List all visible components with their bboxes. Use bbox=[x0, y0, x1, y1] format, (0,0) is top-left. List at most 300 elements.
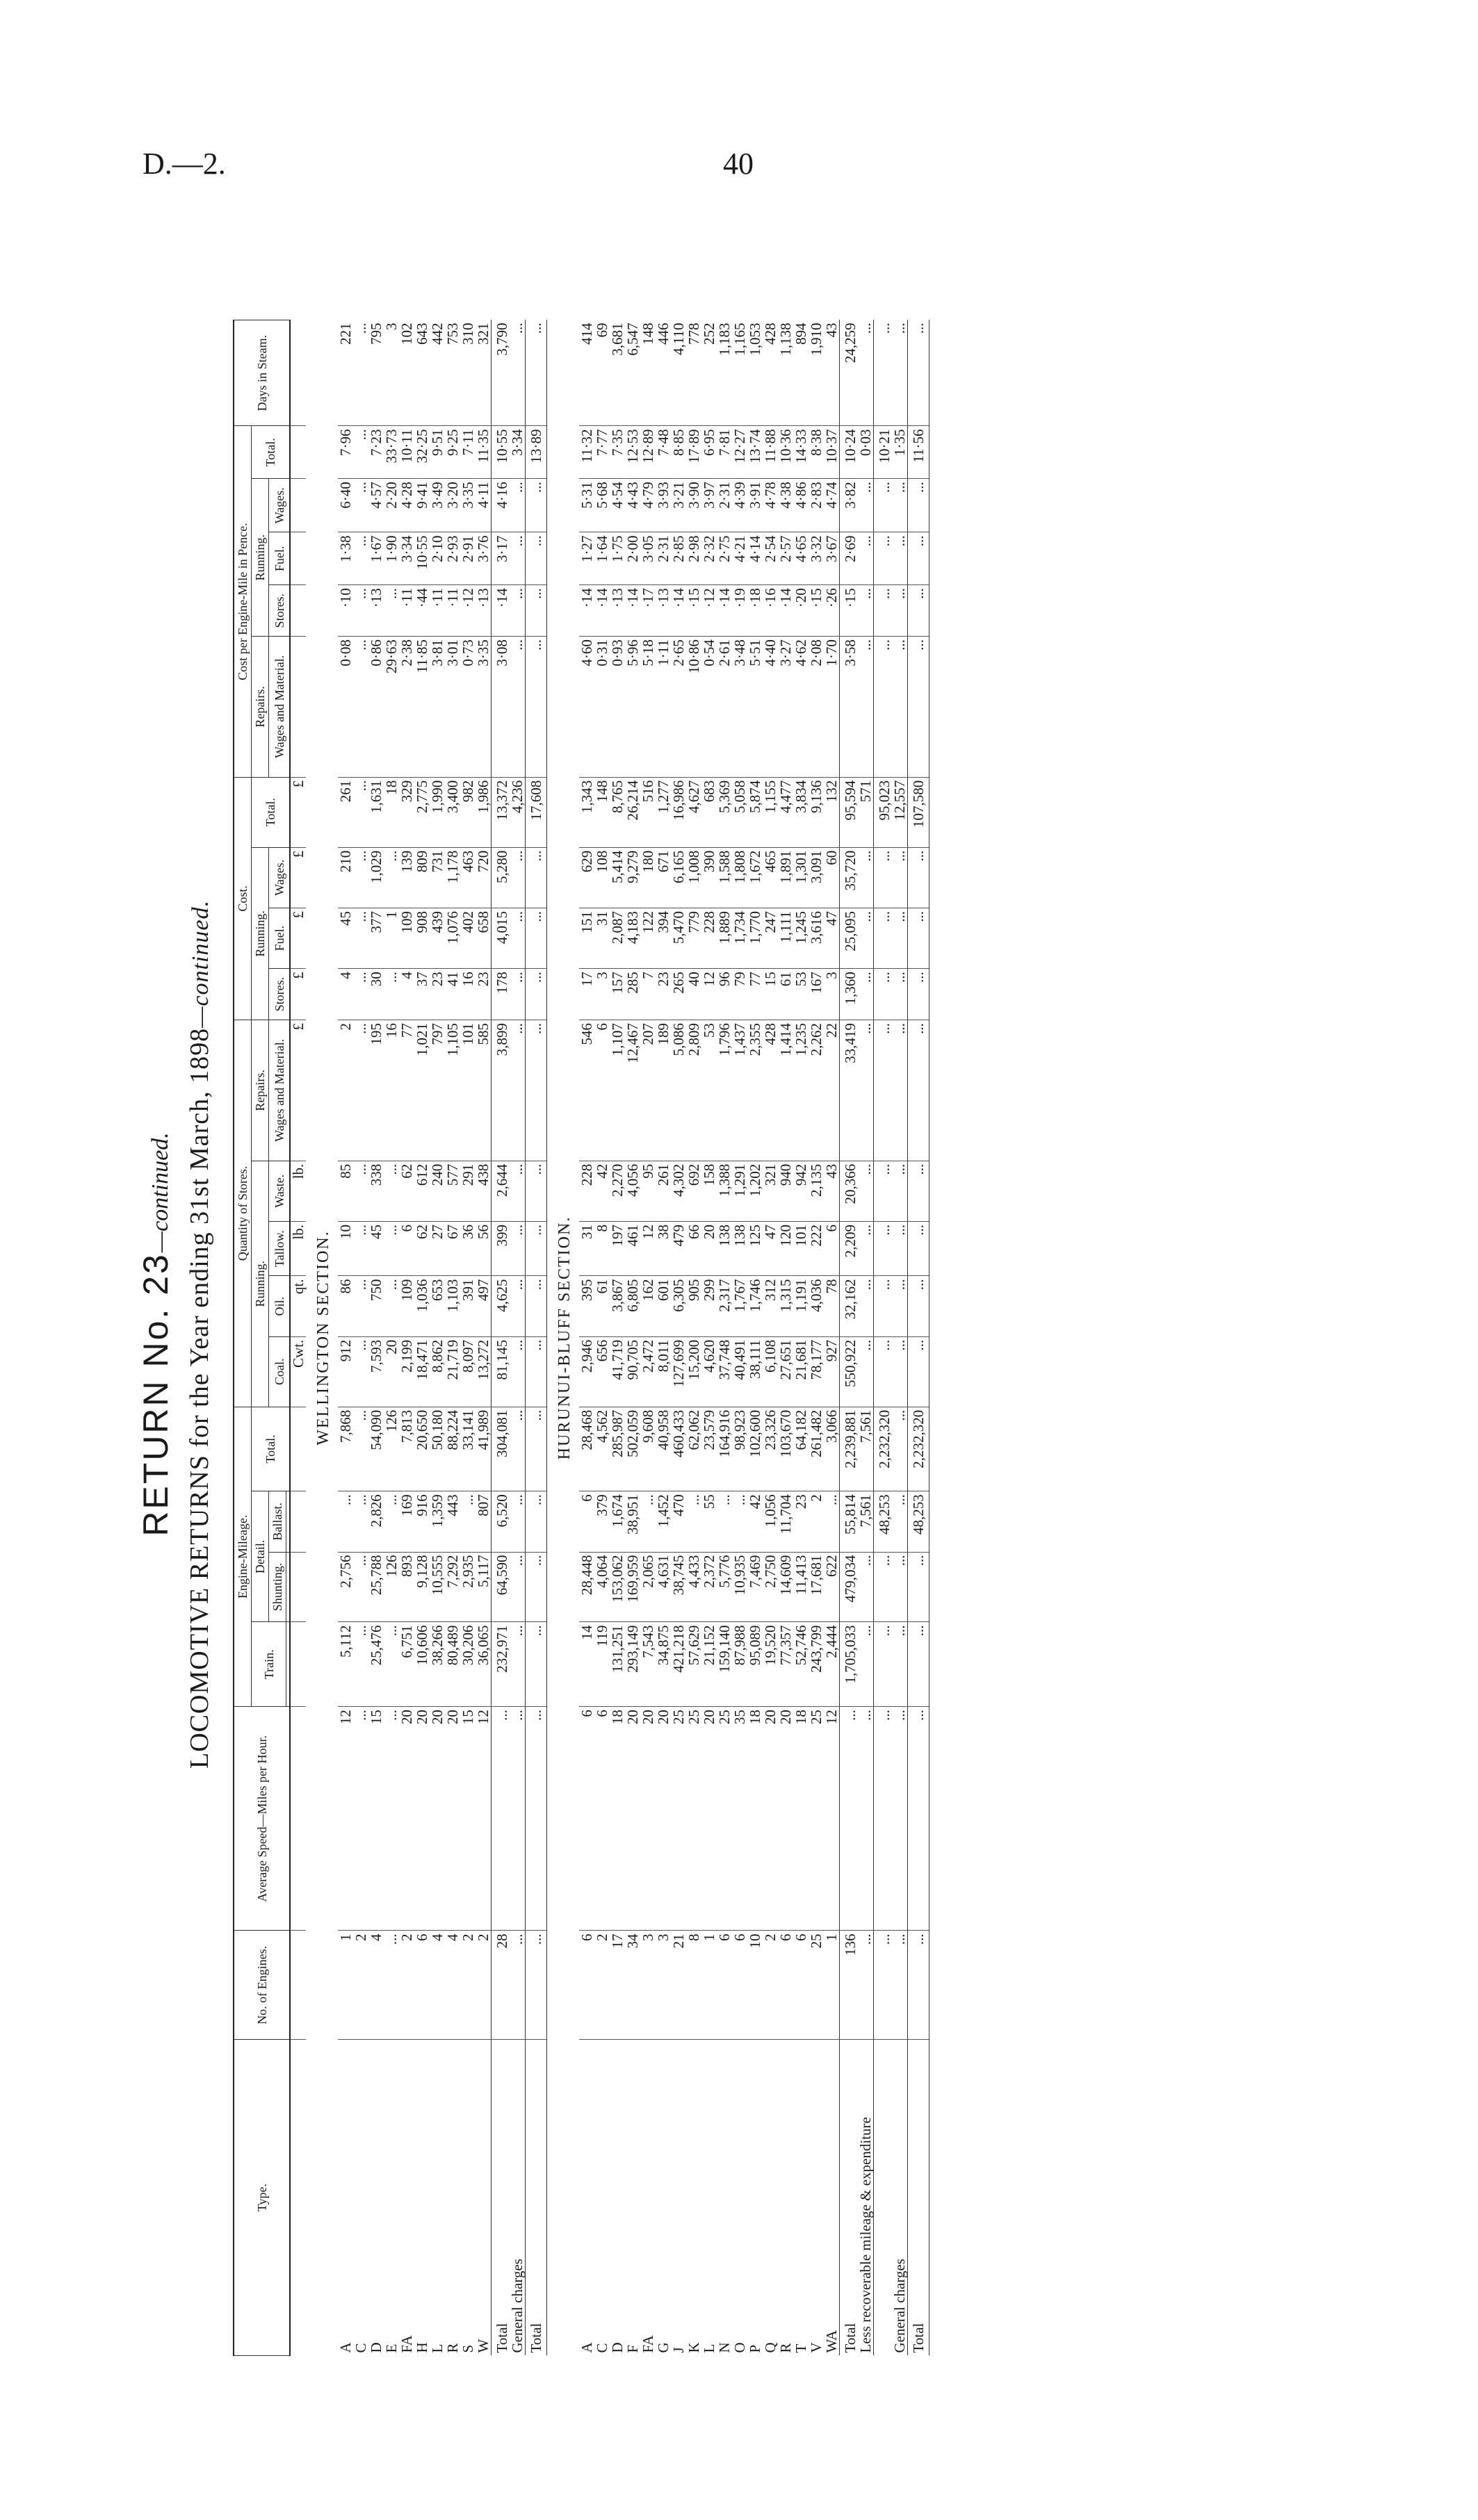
table-cell: 1,202 bbox=[747, 1161, 763, 1221]
table-cell: ·14 bbox=[625, 585, 640, 637]
table-cell: 18 bbox=[747, 1707, 763, 1931]
table-cell: FA bbox=[398, 2335, 415, 2353]
table-cell: ... bbox=[874, 585, 893, 637]
table-cell: ... bbox=[892, 320, 908, 426]
table-cell: 127,699 bbox=[671, 1336, 686, 1407]
table-cell: 6 bbox=[594, 1020, 610, 1161]
table-row bbox=[778, 320, 793, 2356]
table-cell: 18,471 bbox=[414, 1336, 430, 1407]
table-row bbox=[460, 320, 476, 2356]
table-cell: 1,235 bbox=[793, 1020, 809, 1161]
table-cell: 982 bbox=[460, 777, 476, 847]
table-cell: 11·56 bbox=[908, 426, 929, 479]
table-cell: 10·11 bbox=[399, 426, 414, 479]
table-cell: 56 bbox=[476, 1221, 492, 1276]
table-cell: 222 bbox=[809, 1221, 824, 1276]
table-cell: 10·55 bbox=[414, 532, 430, 585]
table-cell: 1,990 bbox=[430, 777, 445, 847]
table-cell: 55,814 bbox=[840, 1491, 859, 1552]
table-cell: 1,767 bbox=[732, 1276, 747, 1336]
table-cell: ... bbox=[510, 479, 526, 532]
table-cell: 2 bbox=[476, 1931, 492, 2040]
table-cell: 10·55 bbox=[492, 426, 510, 479]
table-cell: 3,681 bbox=[610, 320, 625, 426]
table-cell: 47 bbox=[824, 908, 840, 968]
table-cell: 2,826 bbox=[368, 1491, 384, 1552]
table-cell: 195 bbox=[368, 1020, 384, 1161]
table-cell: 321 bbox=[763, 1161, 778, 1221]
table-cell: 2·31 bbox=[656, 532, 671, 585]
table-cell: 1,183 bbox=[717, 320, 732, 426]
table-cell: ... bbox=[874, 479, 893, 532]
table-cell: ·13 bbox=[610, 585, 625, 637]
table-cell: ... bbox=[353, 1221, 368, 1276]
table-cell: 1,891 bbox=[778, 847, 793, 908]
table-cell: 0·86 bbox=[368, 637, 384, 778]
table-cell: 0·54 bbox=[701, 637, 717, 778]
table-cell: ... bbox=[510, 1336, 526, 1407]
table-cell: 3·97 bbox=[701, 479, 717, 532]
table-cell: 81,145 bbox=[492, 1336, 510, 1407]
table-cell: 5,117 bbox=[476, 1552, 492, 1622]
table-cell: 1,056 bbox=[763, 1491, 778, 1552]
col-stores-running: Running. bbox=[252, 1161, 269, 1407]
table-cell: ... bbox=[858, 1020, 874, 1161]
table-cell: ... bbox=[510, 1407, 526, 1491]
table-cell: ... bbox=[892, 637, 908, 778]
table-cell: 4,015 bbox=[492, 908, 510, 968]
table-cell: 2,809 bbox=[686, 1020, 701, 1161]
table-cell: ... bbox=[353, 1622, 368, 1707]
table-cell: ... bbox=[640, 1491, 656, 1552]
table-cell: 1,910 bbox=[809, 320, 824, 426]
table-row bbox=[594, 320, 610, 2356]
section-total-row bbox=[492, 320, 510, 2356]
table-cell: ... bbox=[892, 908, 908, 968]
table-cell: 2 bbox=[594, 1931, 610, 2040]
table-cell: ... bbox=[717, 1491, 732, 1552]
table-cell: 96 bbox=[717, 969, 732, 1020]
table-cell: 894 bbox=[793, 320, 809, 426]
table-cell: 3·34 bbox=[510, 426, 526, 479]
table-cell: 1,138 bbox=[778, 320, 793, 426]
table-cell: 446 bbox=[656, 320, 671, 426]
col-speed: Average Speed—Miles per Hour. bbox=[234, 1707, 290, 1931]
table-cell: 1,053 bbox=[747, 320, 763, 426]
table-cell: 88,224 bbox=[445, 1407, 460, 1491]
section-heading-row bbox=[306, 320, 338, 2356]
table-cell: 6 bbox=[579, 1931, 594, 2040]
table-cell: 109 bbox=[399, 1276, 414, 1336]
table-cell: 9,136 bbox=[809, 777, 824, 847]
table-cell: 577 bbox=[445, 1161, 460, 1221]
table-cell: ... bbox=[460, 1491, 476, 1552]
table-cell: 25 bbox=[686, 1707, 701, 1931]
table-cell: 1,021 bbox=[414, 1020, 430, 1161]
col-cost-running: Running. bbox=[252, 847, 269, 1020]
table-cell: 912 bbox=[338, 1336, 353, 1407]
table-cell: 692 bbox=[686, 1161, 701, 1221]
table-cell: 3,867 bbox=[610, 1276, 625, 1336]
table-row bbox=[701, 320, 717, 2356]
table-cell: ... bbox=[353, 969, 368, 1020]
table-row bbox=[763, 320, 778, 2356]
table-cell: ... bbox=[840, 1707, 859, 1931]
table-cell: 9,608 bbox=[640, 1407, 656, 1491]
table-cell: 643 bbox=[414, 320, 430, 426]
table-cell: 3·82 bbox=[840, 479, 859, 532]
table-row bbox=[747, 320, 763, 2356]
table-cell: ... bbox=[892, 847, 908, 908]
table-cell: 29·63 bbox=[384, 637, 399, 778]
table-cell: 321 bbox=[476, 320, 492, 426]
table-cell: 428 bbox=[763, 320, 778, 426]
table-cell: 61 bbox=[778, 969, 793, 1020]
table-cell: 6,751 bbox=[399, 1622, 414, 1707]
table-cell: 120 bbox=[778, 1221, 793, 1276]
table-cell: 7·48 bbox=[656, 426, 671, 479]
col-cost-fuel: Fuel. bbox=[269, 908, 291, 968]
table-cell: 125 bbox=[747, 1221, 763, 1276]
table-cell: ... bbox=[858, 1276, 874, 1336]
table-cell: 379 bbox=[594, 1491, 610, 1552]
table-cell: ... bbox=[510, 320, 526, 426]
table-cell: 2·98 bbox=[686, 532, 701, 585]
table-cell: 6 bbox=[594, 1707, 610, 1931]
table-cell: 502,059 bbox=[625, 1407, 640, 1491]
table-cell: 4,302 bbox=[671, 1161, 686, 1221]
table-cell: 4·65 bbox=[793, 532, 809, 585]
table-cell: 7,292 bbox=[445, 1552, 460, 1622]
table-cell: 8,011 bbox=[656, 1336, 671, 1407]
table-cell: ... bbox=[858, 969, 874, 1020]
table-cell: 8 bbox=[686, 1931, 701, 2040]
table-cell: ... bbox=[858, 532, 874, 585]
table-cell: 25,095 bbox=[840, 908, 859, 968]
table-cell: 77 bbox=[747, 969, 763, 1020]
table-cell: 720 bbox=[476, 847, 492, 908]
table-cell: 15 bbox=[460, 1707, 476, 1931]
table-cell: ... bbox=[353, 637, 368, 778]
table-cell: 31 bbox=[594, 908, 610, 968]
table-cell: 21,152 bbox=[701, 1622, 717, 1707]
table-cell: 442 bbox=[430, 320, 445, 426]
table-row bbox=[368, 320, 384, 2356]
table-cell: 20 bbox=[625, 1707, 640, 1931]
table-cell: 95,594 bbox=[840, 777, 859, 847]
table-cell: ... bbox=[526, 1707, 547, 1931]
table-row bbox=[809, 320, 824, 2356]
table-cell: 312 bbox=[763, 1276, 778, 1336]
table-cell: 159,140 bbox=[717, 1622, 732, 1707]
table-cell: 119 bbox=[594, 1622, 610, 1707]
table-cell: 7·96 bbox=[338, 426, 353, 479]
locomotive-returns-table bbox=[233, 320, 929, 2356]
table-cell: 4,627 bbox=[686, 777, 701, 847]
table-cell: 2·65 bbox=[671, 637, 686, 778]
col-group-mileage: Engine-Mileage. bbox=[234, 1407, 252, 1706]
page-number: 40 bbox=[723, 147, 754, 181]
table-cell: 3 bbox=[594, 969, 610, 1020]
table-cell: 1 bbox=[384, 908, 399, 968]
table-cell: 4·62 bbox=[793, 637, 809, 778]
table-cell: 53 bbox=[793, 969, 809, 1020]
table-cell: 546 bbox=[579, 1020, 594, 1161]
table-cell: ... bbox=[892, 1491, 908, 1552]
table-cell: 228 bbox=[701, 908, 717, 968]
table-cell: ... bbox=[353, 426, 368, 479]
table-row bbox=[353, 320, 368, 2356]
table-cell: 34 bbox=[625, 1931, 640, 2040]
table-cell: 30,206 bbox=[460, 1622, 476, 1707]
table-cell: L bbox=[701, 2343, 717, 2353]
table-cell: 18 bbox=[793, 1707, 809, 1931]
table-cell: 14·33 bbox=[793, 426, 809, 479]
table-cell: ·18 bbox=[747, 585, 763, 637]
table-cell: 8,765 bbox=[610, 777, 625, 847]
rotated-return-sheet bbox=[115, 292, 1366, 2377]
table-cell: 285,987 bbox=[610, 1407, 625, 1491]
table-cell: 1,029 bbox=[368, 847, 384, 908]
table-cell: ·11 bbox=[399, 585, 414, 637]
table-cell: Q bbox=[762, 2342, 779, 2353]
table-cell: 52,746 bbox=[793, 1622, 809, 1707]
table-cell: 62 bbox=[414, 1221, 430, 1276]
table-cell: 4·40 bbox=[763, 637, 778, 778]
table-cell: 658 bbox=[476, 908, 492, 968]
table-cell: ... bbox=[874, 847, 893, 908]
table-cell: 37,748 bbox=[717, 1336, 732, 1407]
table-cell: 95 bbox=[640, 1161, 656, 1221]
table-cell: 1,808 bbox=[732, 847, 747, 908]
table-cell: ·19 bbox=[732, 585, 747, 637]
table-cell: 16 bbox=[460, 969, 476, 1020]
table-cell: 6 bbox=[778, 1931, 793, 2040]
table-cell: 132 bbox=[824, 777, 840, 847]
table-cell: 11·32 bbox=[579, 426, 594, 479]
table-cell: 2·91 bbox=[460, 532, 476, 585]
table-cell: 55 bbox=[701, 1491, 717, 1552]
table-cell: 942 bbox=[793, 1161, 809, 1221]
table-cell: 2,199 bbox=[399, 1336, 414, 1407]
table-cell: 2·61 bbox=[717, 637, 732, 778]
table-cell: 5,369 bbox=[717, 777, 732, 847]
unit-waste: lb. bbox=[290, 1161, 306, 1221]
table-cell: 20 bbox=[384, 1336, 399, 1407]
table-cell: 1,631 bbox=[368, 777, 384, 847]
col-train: Train. bbox=[252, 1622, 286, 1707]
table-cell: 2,135 bbox=[809, 1161, 824, 1221]
table-cell: ·17 bbox=[640, 585, 656, 637]
table-cell: 11·35 bbox=[476, 426, 492, 479]
units-row bbox=[290, 320, 306, 2356]
table-row bbox=[732, 320, 747, 2356]
table-cell: 1·75 bbox=[610, 532, 625, 585]
table-cell: 12 bbox=[338, 1707, 353, 1931]
table-cell: ... bbox=[510, 1161, 526, 1221]
table-cell: 1,277 bbox=[656, 777, 671, 847]
table-cell: 4,236 bbox=[510, 777, 526, 847]
table-cell: R bbox=[444, 2343, 461, 2353]
table-cell: 7·35 bbox=[610, 426, 625, 479]
col-coal: Coal. bbox=[269, 1336, 291, 1407]
table-cell: 40,491 bbox=[732, 1336, 747, 1407]
table-cell: 30 bbox=[368, 969, 384, 1020]
table-cell: 1·11 bbox=[656, 637, 671, 778]
table-row bbox=[579, 320, 594, 2356]
return-title-text: RETURN No. 23 bbox=[136, 1252, 175, 1537]
table-cell: 1,291 bbox=[732, 1161, 747, 1221]
table-cell: ... bbox=[353, 1407, 368, 1491]
table-cell: 304,081 bbox=[492, 1407, 510, 1491]
table-cell: 497 bbox=[476, 1276, 492, 1336]
table-cell: ... bbox=[908, 969, 929, 1020]
table-cell: 3·90 bbox=[686, 479, 701, 532]
table-cell: 20 bbox=[763, 1707, 778, 1931]
table-cell: 4,433 bbox=[686, 1552, 701, 1622]
table-cell: ... bbox=[874, 969, 893, 1020]
table-cell: 20,366 bbox=[840, 1161, 859, 1221]
table-cell: 4·79 bbox=[640, 479, 656, 532]
table-cell: ... bbox=[892, 1931, 908, 2040]
table-cell: 101 bbox=[793, 1221, 809, 1276]
table-cell: 5·31 bbox=[579, 479, 594, 532]
col-oil: Oil. bbox=[269, 1276, 291, 1336]
table-row bbox=[338, 320, 353, 2356]
return-title bbox=[136, 292, 176, 2377]
table-cell: 1,343 bbox=[579, 777, 594, 847]
table-cell: 28 bbox=[492, 1931, 510, 2040]
grand-total-row bbox=[526, 320, 547, 2356]
table-cell: ... bbox=[353, 479, 368, 532]
table-cell: ... bbox=[526, 847, 547, 908]
table-cell: 42 bbox=[594, 1161, 610, 1221]
table-cell: 2 bbox=[353, 1931, 368, 2040]
table-cell: ... bbox=[874, 908, 893, 968]
table-cell: 33·73 bbox=[384, 426, 399, 479]
table-cell: ... bbox=[908, 847, 929, 908]
unit-stores: £ bbox=[290, 969, 306, 1020]
table-cell: ·11 bbox=[430, 585, 445, 637]
table-row bbox=[476, 320, 492, 2356]
table-cell: 2,750 bbox=[763, 1552, 778, 1622]
table-cell: ... bbox=[874, 1707, 893, 1931]
table-cell: ... bbox=[353, 1491, 368, 1552]
table-cell: 265 bbox=[671, 969, 686, 1020]
table-cell: 62,062 bbox=[686, 1407, 701, 1491]
table-cell: 4 bbox=[368, 1931, 384, 2040]
table-cell: 3,899 bbox=[492, 1020, 510, 1161]
general-charges-row bbox=[892, 320, 908, 2356]
col-engines: No. of Engines. bbox=[234, 1931, 290, 2040]
table-cell: ... bbox=[908, 1707, 929, 1931]
table-cell: ... bbox=[874, 532, 893, 585]
table-cell: 22 bbox=[824, 1020, 840, 1161]
table-cell: 3·35 bbox=[460, 479, 476, 532]
table-cell: 7·77 bbox=[594, 426, 610, 479]
table-cell: 399 bbox=[492, 1221, 510, 1276]
table-cell: 7 bbox=[640, 969, 656, 1020]
table-cell: 23 bbox=[430, 969, 445, 1020]
table-cell: 12·27 bbox=[732, 426, 747, 479]
table-cell: ... bbox=[908, 1622, 929, 1707]
grand-total-row bbox=[908, 320, 929, 2356]
table-cell: ... bbox=[510, 1931, 526, 2040]
table-cell: 3·91 bbox=[747, 479, 763, 532]
table-cell: 1,111 bbox=[778, 908, 793, 968]
table-cell: 1,036 bbox=[414, 1276, 430, 1336]
table-cell: 4 bbox=[399, 969, 414, 1020]
table-cell: 8·85 bbox=[671, 426, 686, 479]
table-cell: 329 bbox=[399, 777, 414, 847]
table-cell: ... bbox=[526, 320, 547, 426]
table-cell: 43 bbox=[824, 1161, 840, 1221]
table-cell: 1,388 bbox=[717, 1161, 732, 1221]
table-cell: 148 bbox=[594, 777, 610, 847]
table-cell: 778 bbox=[686, 320, 701, 426]
table-cell: 24,259 bbox=[840, 320, 859, 426]
table-cell: Total bbox=[840, 2040, 859, 2356]
table-cell: ... bbox=[908, 908, 929, 968]
table-cell: 0·73 bbox=[460, 637, 476, 778]
table-cell: 38 bbox=[656, 1221, 671, 1276]
table-cell: 3·20 bbox=[445, 479, 460, 532]
table-cell: 107,580 bbox=[908, 777, 929, 847]
table-cell: 779 bbox=[686, 908, 701, 968]
table-cell: 14 bbox=[579, 1622, 594, 1707]
table-cell: 25 bbox=[717, 1707, 732, 1931]
general-charges-row bbox=[510, 320, 526, 2356]
table-cell: 395 bbox=[579, 1276, 594, 1336]
table-cell: ... bbox=[526, 1491, 547, 1552]
table-cell: 16,986 bbox=[671, 777, 686, 847]
table-cell: 3 bbox=[656, 1931, 671, 2040]
table-cell: ... bbox=[353, 1336, 368, 1407]
table-cell: 14,609 bbox=[778, 1552, 793, 1622]
table-cell: 38,266 bbox=[430, 1622, 445, 1707]
table-cell: ... bbox=[892, 1276, 908, 1336]
table-cell: 2,262 bbox=[809, 1020, 824, 1161]
table-body bbox=[290, 320, 929, 2356]
table-cell: ... bbox=[510, 1552, 526, 1622]
table-cell: 45 bbox=[368, 1221, 384, 1276]
table-cell: A bbox=[578, 2342, 595, 2353]
table-cell: 1,165 bbox=[732, 320, 747, 426]
col-ballast: Ballast. bbox=[269, 1491, 286, 1552]
table-cell: ... bbox=[510, 585, 526, 637]
table-cell: 571 bbox=[858, 777, 874, 847]
table-cell: 391 bbox=[460, 1276, 476, 1336]
table-cell: 3·48 bbox=[732, 637, 747, 778]
table-cell: ... bbox=[384, 1276, 399, 1336]
table-cell: 69 bbox=[594, 320, 610, 426]
table-cell: ... bbox=[858, 637, 874, 778]
table-cell: 21,681 bbox=[793, 1336, 809, 1407]
table-cell: 47 bbox=[763, 1221, 778, 1276]
table-cell: 3·32 bbox=[809, 532, 824, 585]
table-cell: 98,923 bbox=[732, 1407, 747, 1491]
table-cell: ... bbox=[908, 1276, 929, 1336]
table-cell: ... bbox=[874, 1221, 893, 1276]
table-cell: 2·75 bbox=[717, 532, 732, 585]
table-cell: N bbox=[716, 2342, 733, 2353]
section-total-row bbox=[840, 320, 859, 2356]
table-row bbox=[445, 320, 460, 2356]
col-cost-stores: Stores. bbox=[269, 969, 291, 1020]
table-cell: 3 bbox=[640, 1931, 656, 2040]
table-cell: 31 bbox=[579, 1221, 594, 1276]
table-cell: 12·53 bbox=[625, 426, 640, 479]
